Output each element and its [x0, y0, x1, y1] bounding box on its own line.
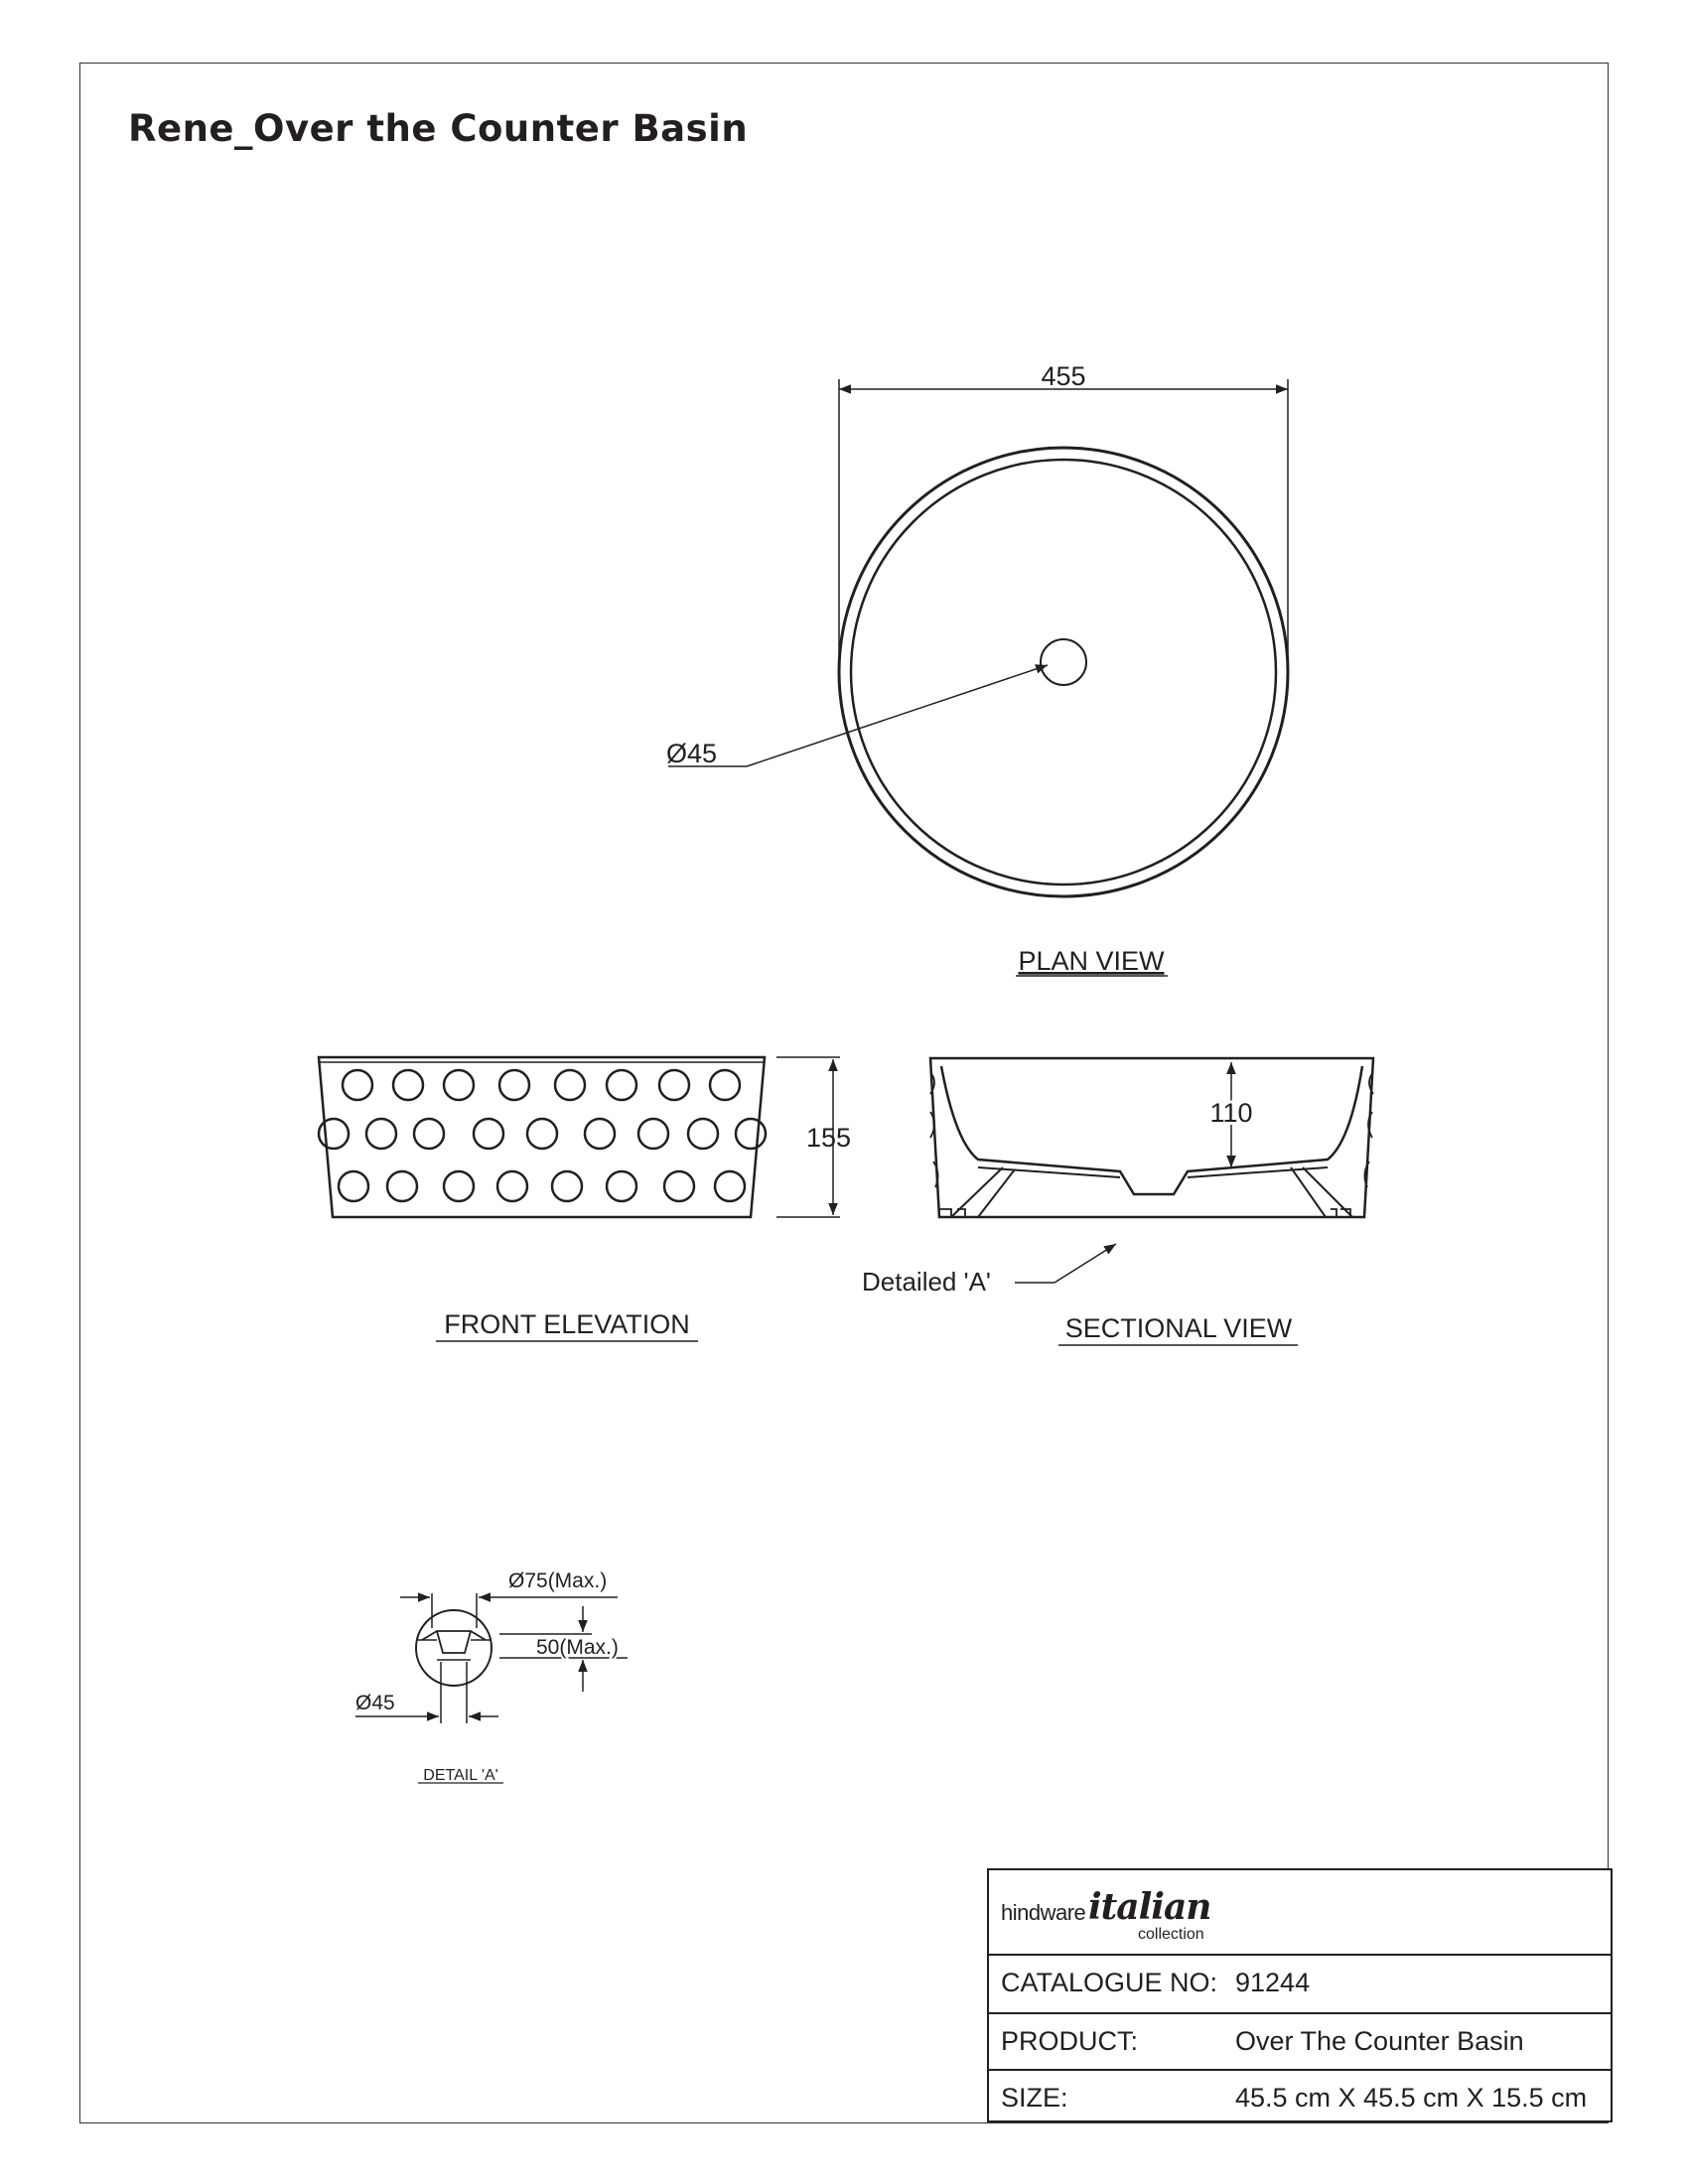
dimple	[638, 1119, 668, 1149]
title-block	[987, 1868, 1613, 2122]
brand-collection: collection	[1138, 1926, 1204, 1943]
size-label: SIZE:	[1001, 2083, 1068, 2113]
catalogue-label: CATALOGUE NO:	[1001, 1968, 1218, 1997]
detail-a-walls	[416, 1640, 492, 1660]
dimple	[499, 1070, 529, 1100]
detail-a-outlet	[422, 1631, 486, 1653]
dimple	[414, 1119, 444, 1149]
front-elevation	[319, 1057, 840, 1217]
catalogue-row	[989, 1954, 1611, 2012]
dimple	[710, 1070, 740, 1100]
dimple	[552, 1171, 582, 1201]
dimple	[664, 1171, 694, 1201]
plan-width-text: 455	[1041, 361, 1086, 391]
callout-leader	[1055, 1244, 1116, 1283]
dimple	[659, 1070, 689, 1100]
dimple	[585, 1119, 615, 1149]
section-base-skin	[978, 1167, 1328, 1177]
dimple	[736, 1119, 766, 1149]
detail-a-circle	[416, 1610, 492, 1686]
drawing-title: Rene_Over the Counter Basin	[128, 107, 749, 150]
basin-inner-rim	[851, 460, 1276, 885]
dimple	[607, 1070, 636, 1100]
plan-view	[668, 379, 1288, 896]
product-value: Over The Counter Basin	[1235, 2026, 1524, 2056]
sectional-view	[930, 1058, 1373, 1283]
detail-depth-text: 50(Max.)	[536, 1636, 619, 1659]
brand-hindware: hindware	[1001, 1900, 1086, 1925]
dimple	[688, 1119, 718, 1149]
dimple	[497, 1171, 527, 1201]
size-value: 45.5 cm X 45.5 cm X 15.5 cm	[1235, 2083, 1588, 2113]
product-row	[989, 2012, 1611, 2069]
product-label: PRODUCT:	[1001, 2026, 1139, 2056]
front-height-text: 155	[806, 1123, 852, 1153]
dimple	[444, 1171, 474, 1201]
dimple	[393, 1070, 423, 1100]
brand-italian: italian	[1088, 1886, 1211, 1928]
dimple	[715, 1171, 745, 1201]
dimple	[343, 1070, 372, 1100]
size-row	[989, 2069, 1611, 2122]
dimple	[366, 1119, 396, 1149]
basin-elevation-outline	[319, 1057, 765, 1217]
section-depth-text: 110	[1209, 1098, 1253, 1128]
dimple	[474, 1119, 503, 1149]
dimple	[387, 1171, 417, 1201]
detail-outer-dia-text: Ø75(Max.)	[508, 1570, 608, 1592]
dimple	[527, 1119, 557, 1149]
dimple	[319, 1119, 349, 1149]
section-callout-text: Detailed 'A'	[862, 1267, 991, 1297]
brand-logo	[1001, 1886, 1259, 1952]
basin-outer-rim	[839, 448, 1288, 896]
waste-leader	[747, 665, 1048, 766]
sectional-view-label: SECTIONAL VIEW	[1064, 1313, 1293, 1343]
detail-inner-dia-text: Ø45	[355, 1692, 395, 1714]
waste-outlet	[1041, 639, 1086, 685]
front-elevation-label: FRONT ELEVATION	[444, 1309, 690, 1339]
plan-view-label: PLAN VIEW	[1018, 946, 1165, 976]
dimple	[444, 1070, 474, 1100]
detail-a-label: DETAIL 'A'	[423, 1767, 498, 1784]
dimple	[607, 1171, 636, 1201]
section-inner-bowl	[941, 1066, 1362, 1194]
dimple	[339, 1171, 368, 1201]
catalogue-value: 91244	[1235, 1968, 1311, 1997]
plan-waste-text: Ø45	[666, 739, 718, 768]
dimple	[555, 1070, 585, 1100]
